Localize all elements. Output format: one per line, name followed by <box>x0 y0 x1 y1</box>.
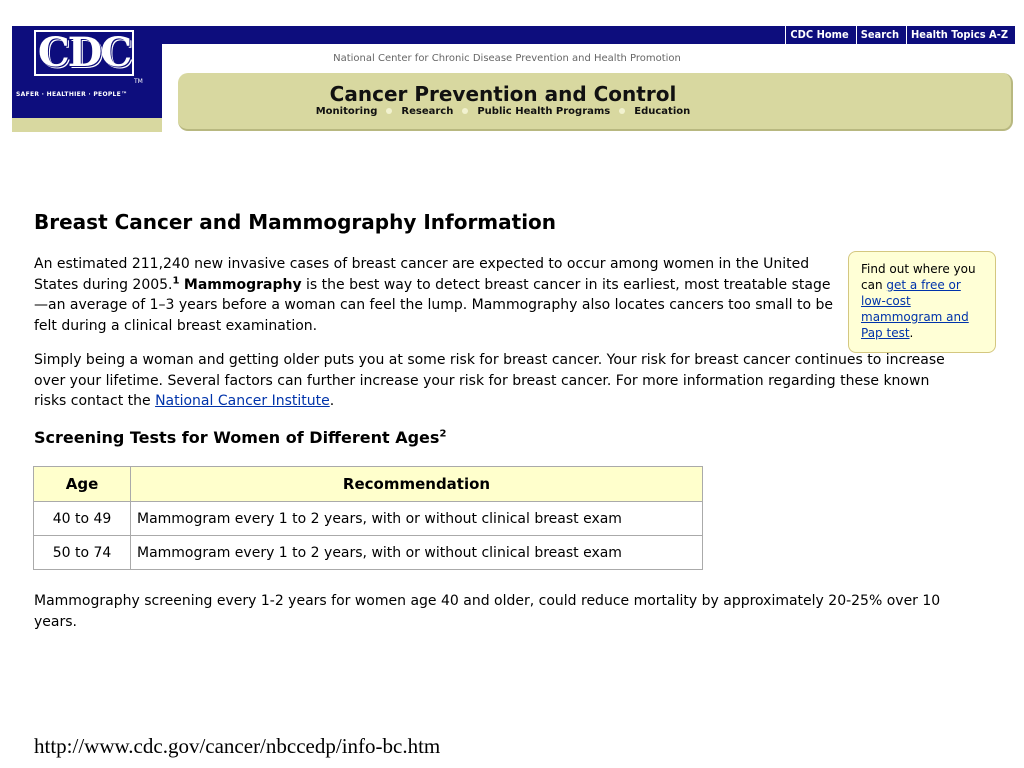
top-links <box>785 26 1015 44</box>
top-nav-bar <box>12 26 1015 44</box>
banner-nav <box>178 106 828 117</box>
mammography-term: Mammography <box>183 276 302 293</box>
cdc-home-link[interactable]: CDC Home <box>785 26 855 44</box>
table-header-row <box>34 467 703 502</box>
nav-separator-dot <box>386 108 392 114</box>
subtitle-text: Screening Tests for Women of Different Ages <box>34 428 440 447</box>
recommendation-column-header: Recommendation <box>131 467 703 502</box>
intro-text-cont: is the best way to detect breast cancer in its earliest, most treatable stage—an average of 1–3 years before a woman can feel the lump. Mammography also locates cancers too small to be felt during a clinical breast examination. <box>34 276 833 334</box>
free-mammogram-link[interactable]: get a free or low-cost mammogram and Pap test <box>861 278 969 340</box>
banner-title: Cancer Prevention and Control <box>329 82 677 106</box>
table-row <box>34 536 703 570</box>
risk-paragraph <box>34 350 949 412</box>
page-title: Breast Cancer and Mammography Information <box>34 210 557 234</box>
cdc-logo-tm: TM <box>134 78 143 85</box>
intro-text: An estimated 211,240 new invasive cases of breast cancer are expected to occur among women in the United States during 2005. <box>34 256 810 293</box>
source-url: http://www.cdc.gov/cancer/nbccedp/info-bc.htm <box>34 734 441 758</box>
footnote-1: 1 <box>172 274 180 286</box>
recommendation-cell: Mammogram every 1 to 2 years, with or without clinical breast exam <box>131 536 703 570</box>
cdc-logo-tagline: SAFER · HEALTHIER · PEOPLE™ <box>16 91 128 98</box>
nav-separator-dot <box>462 108 468 114</box>
logo-base-strip <box>12 118 162 132</box>
nav-education[interactable]: Education <box>634 106 691 117</box>
health-topics-link[interactable]: Health Topics A-Z <box>906 26 1015 44</box>
nav-separator-dot <box>619 108 625 114</box>
age-column-header: Age <box>34 467 131 502</box>
screening-callout-box <box>848 251 996 353</box>
nav-research[interactable]: Research <box>401 106 454 117</box>
screening-subtitle <box>34 428 446 447</box>
table-row <box>34 502 703 536</box>
nci-link[interactable]: National Cancer Institute <box>155 393 330 409</box>
callout-end: . <box>909 326 914 340</box>
cdc-logo[interactable] <box>12 26 162 132</box>
footnote-2: 2 <box>439 428 447 440</box>
nav-monitoring[interactable]: Monitoring <box>315 106 378 117</box>
cdc-logo-letters: CDC <box>34 30 134 76</box>
callout-text: Find out where you can <box>861 262 976 292</box>
nav-public-health-programs[interactable]: Public Health Programs <box>477 106 611 117</box>
center-name: National Center for Chronic Disease Prevention and Health Promotion <box>333 53 681 64</box>
risk-end: . <box>329 393 335 409</box>
age-cell: 40 to 49 <box>34 502 131 536</box>
program-banner <box>178 73 1013 131</box>
risk-text: Simply being a woman and getting older puts you at some risk for breast cancer. Your risk for breast cancer continues to increase over your lifetime. Several factors can further increase your risk for breast cancer. For more information regarding these known risks contact the <box>34 352 945 409</box>
recommendation-cell: Mammogram every 1 to 2 years, with or without clinical breast exam <box>131 502 703 536</box>
age-cell: 50 to 74 <box>34 536 131 570</box>
mortality-paragraph: Mammography screening every 1-2 years for women age 40 and older, could reduce mortality by approximately 20-25% over 10 years. <box>34 593 941 630</box>
search-link[interactable]: Search <box>856 26 906 44</box>
intro-paragraph <box>34 254 839 336</box>
screening-table <box>33 466 703 570</box>
